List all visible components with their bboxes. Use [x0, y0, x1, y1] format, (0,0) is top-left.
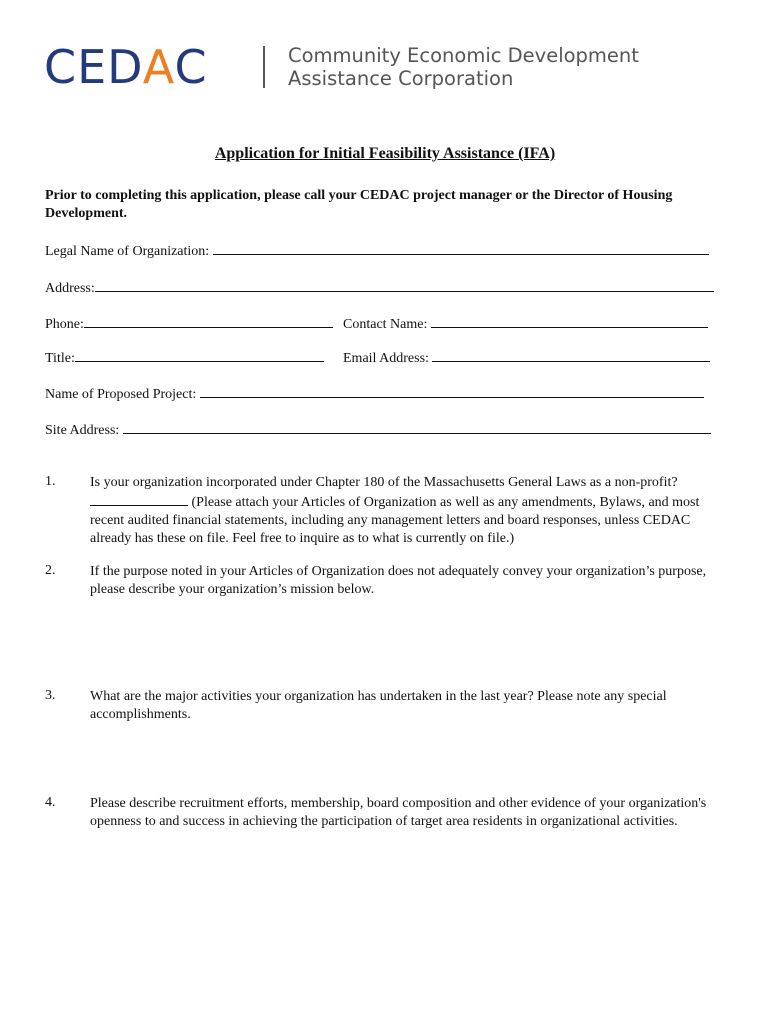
email-label: Email Address: — [343, 351, 429, 366]
site-address-line[interactable] — [123, 419, 711, 434]
phone-label: Phone: — [45, 317, 84, 332]
contact-name-field[interactable] — [343, 313, 708, 333]
title-line[interactable] — [75, 347, 324, 362]
phone-line[interactable] — [84, 313, 333, 328]
legal-name-label: Legal Name of Organization: — [45, 244, 210, 259]
question-4-text: Please describe recruitment efforts, membership, board composition and other evidence of your organization's openness to and success in achieving the participation of target area residents in organizational activities. — [90, 796, 707, 829]
title-label: Title: — [45, 351, 75, 366]
org-name-line2: Assistance Corporation — [288, 67, 514, 90]
project-name-line[interactable] — [200, 383, 704, 398]
question-1-text-a: Is your organization incorporated under Chapter 180 of the Massachusetts General Laws as a non-profit? — [90, 475, 678, 490]
intro-instruction: Prior to completing this application, please call your CEDAC project manager or the Director of Housing Development. — [45, 188, 673, 221]
site-address-field[interactable] — [45, 419, 711, 439]
site-address-label: Site Address: — [45, 423, 120, 438]
legal-name-line[interactable] — [213, 240, 709, 255]
question-1-number: 1. — [45, 474, 56, 489]
question-2-text: If the purpose noted in your Articles of Organization does not adequately convey your organization’s purpose, please describe your organization’s mission below. — [90, 564, 707, 597]
phone-field[interactable] — [45, 313, 333, 333]
contact-name-line[interactable] — [431, 313, 708, 328]
legal-name-field[interactable] — [45, 240, 709, 260]
email-line[interactable] — [432, 347, 710, 362]
title-field[interactable] — [45, 347, 324, 367]
logo-wordmark: CEDAC — [44, 40, 208, 94]
address-label: Address: — [45, 281, 95, 296]
question-4-number: 4. — [45, 795, 56, 810]
question-1-text-b: (Please attach your Articles of Organization as well as any amendments, Bylaws, and most recent audited financial statements, including any management letters and board responses, unless CEDAC already has these on file. Feel free to inquire as to what is currently on file.) — [90, 495, 700, 546]
logo-org-name — [288, 44, 639, 90]
project-name-field[interactable] — [45, 383, 704, 403]
question-3-number: 3. — [45, 688, 56, 703]
project-name-label: Name of Proposed Project: — [45, 387, 197, 402]
question-3-text: What are the major activities your organization has undertaken in the last year? Please note any special accomplishments. — [90, 689, 667, 722]
question-1-text — [90, 474, 730, 548]
logo-divider — [263, 46, 265, 88]
address-field[interactable] — [45, 277, 714, 297]
email-field[interactable] — [343, 347, 710, 367]
page-title: Application for Initial Feasibility Assistance (IFA) — [214, 145, 556, 162]
question-2-number: 2. — [45, 563, 56, 578]
question-1-answer-blank[interactable] — [90, 492, 188, 506]
contact-name-label: Contact Name: — [343, 317, 428, 332]
org-name-line1: Community Economic Development — [288, 44, 639, 67]
address-line[interactable] — [95, 277, 714, 292]
